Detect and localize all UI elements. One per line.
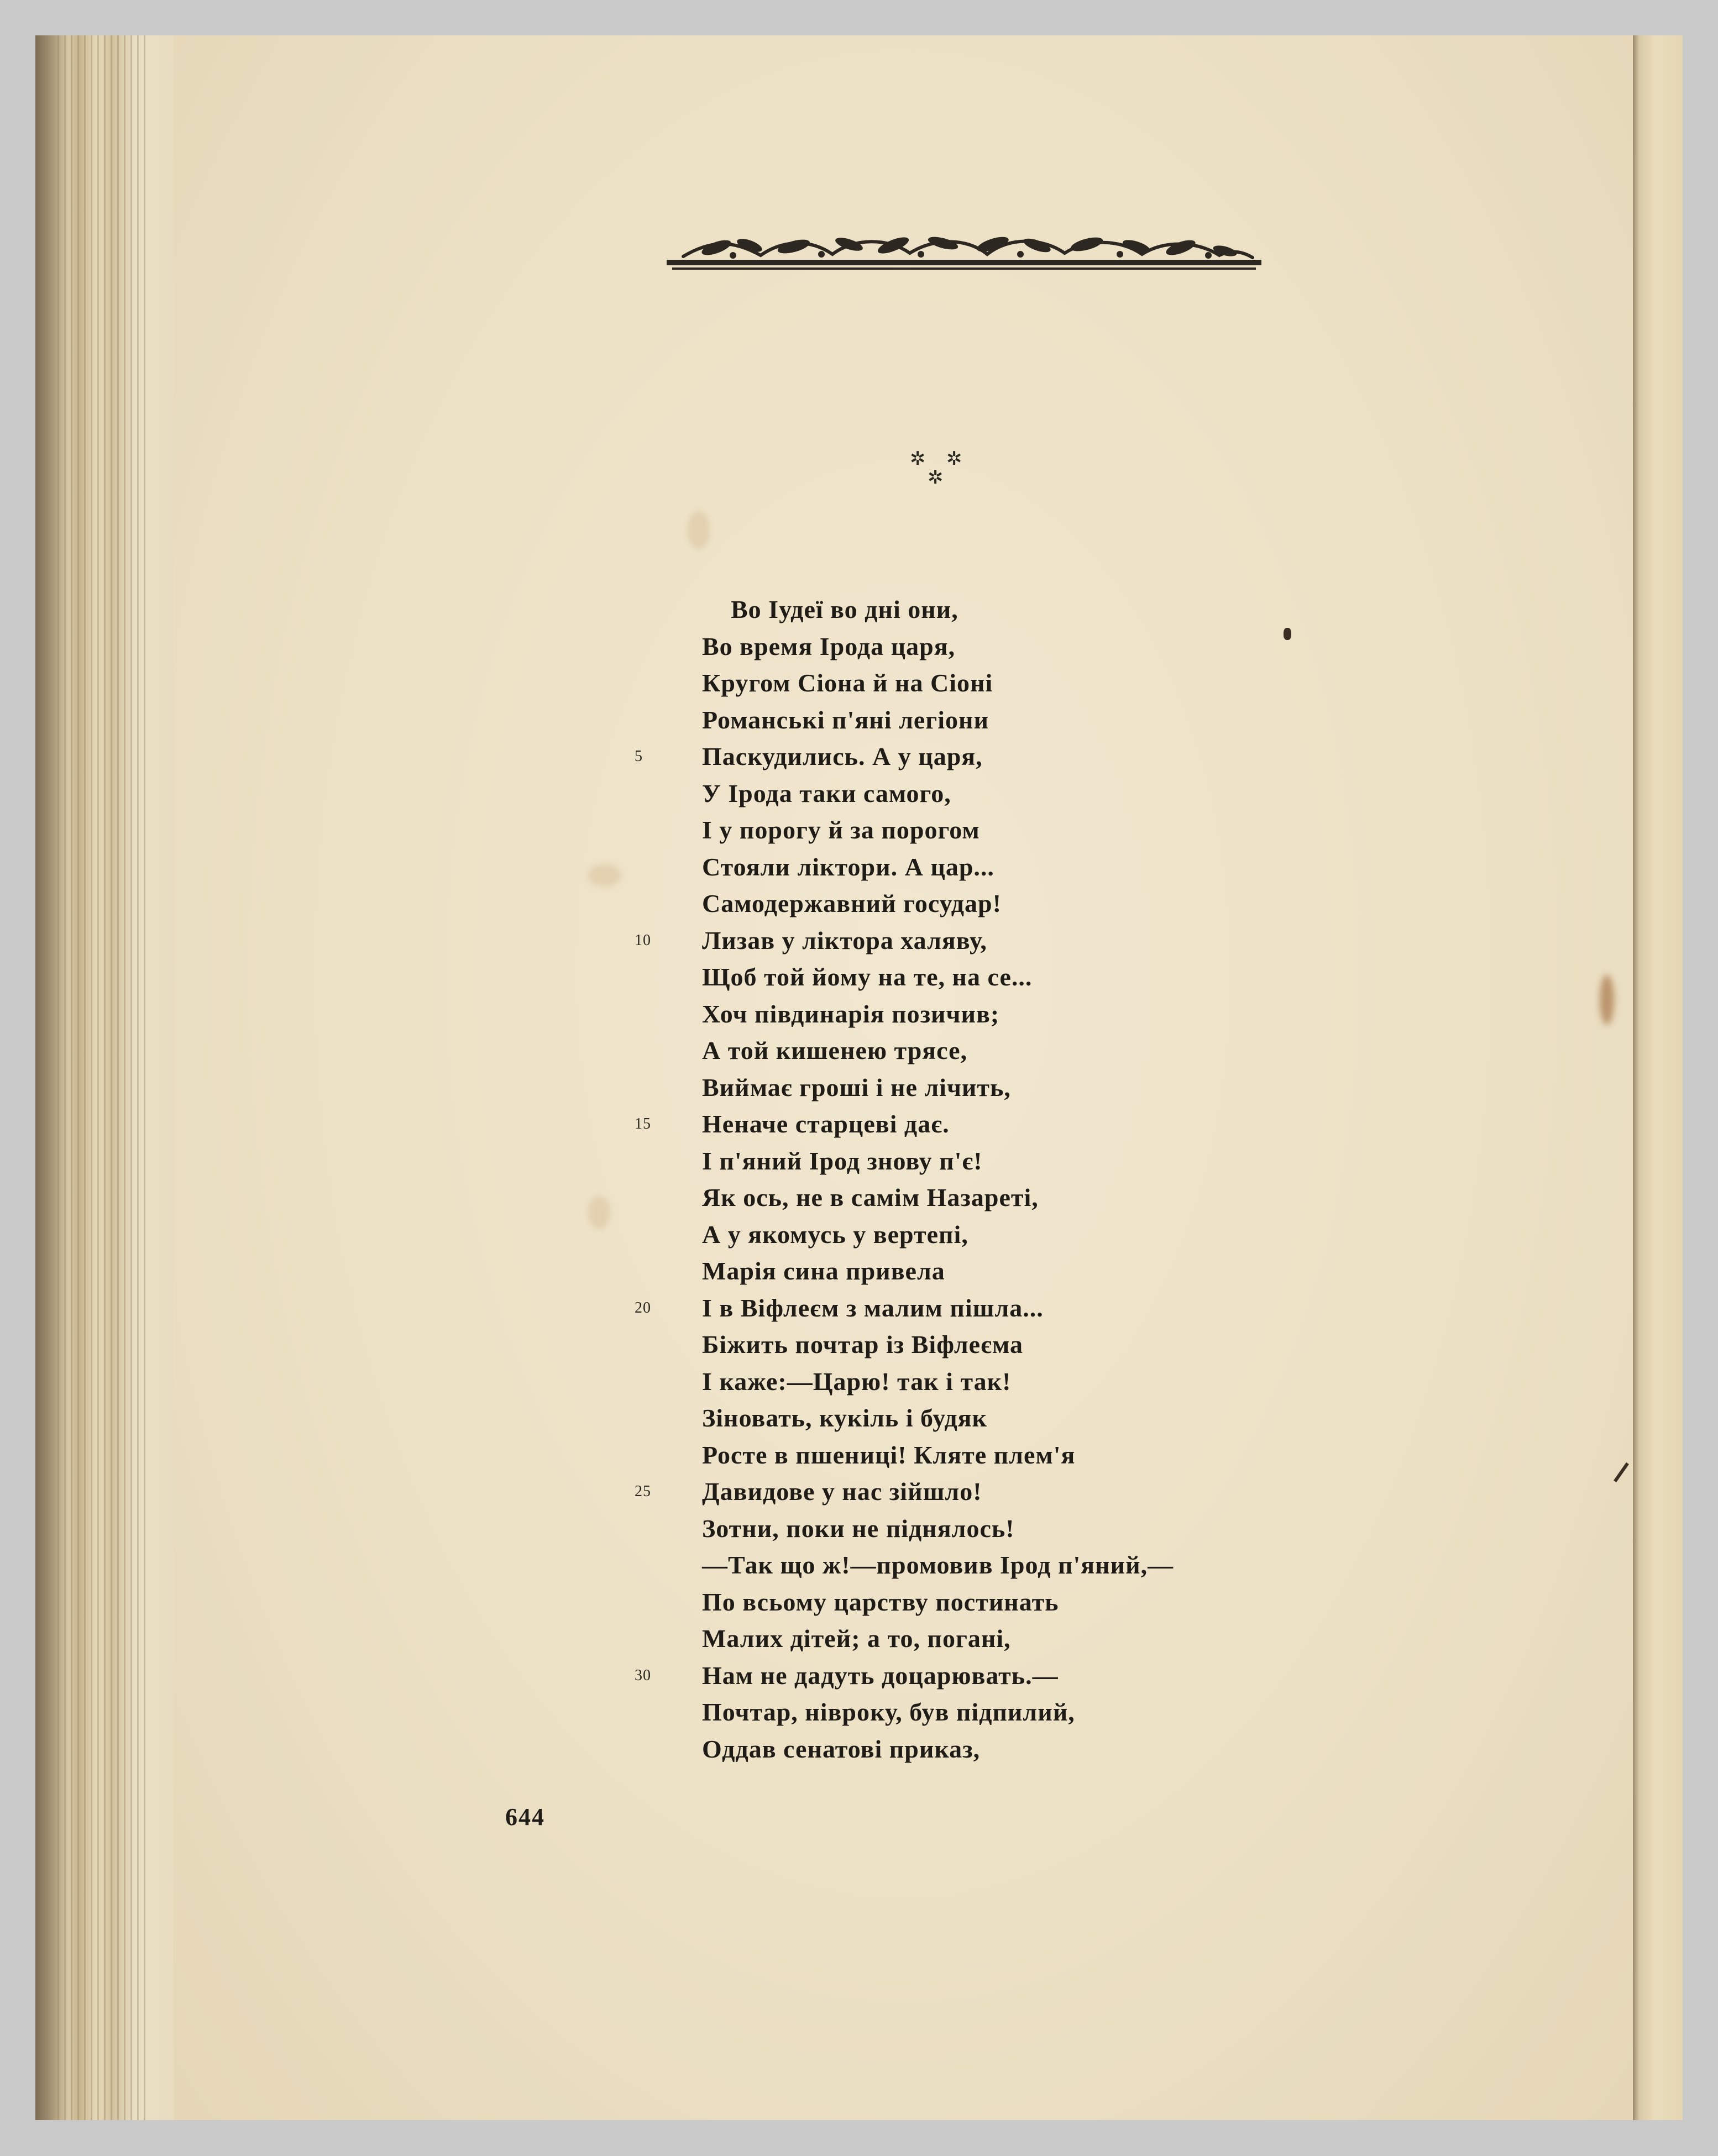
poem-line bbox=[702, 1143, 1365, 1180]
poem-line-text: І в Віфлеєм з малим пішла... bbox=[702, 1293, 1044, 1322]
poem-line-text: Малих дітей; а то, погані, bbox=[702, 1624, 1011, 1653]
poem-line-text: Зотни, поки не піднялось! bbox=[702, 1514, 1015, 1543]
poem-line-text: І п'яний Ірод знову п'є! bbox=[702, 1146, 983, 1175]
line-number: 5 bbox=[635, 748, 643, 765]
poem-line-text: Паскудились. А у царя, bbox=[702, 742, 983, 770]
line-number: 15 bbox=[635, 1115, 651, 1132]
poem-line-text: А той кишенею трясе, bbox=[702, 1036, 968, 1064]
poem-line-text: Зіновать, кукіль і будяк bbox=[702, 1404, 988, 1432]
poem-line-text: Марія сина привела bbox=[702, 1257, 945, 1285]
line-number: 25 bbox=[635, 1483, 651, 1500]
poem-line-text: Як ось, не в самім Назареті, bbox=[702, 1183, 1039, 1211]
poem-line-text: —Так що ж!—промовив Ірод п'яний,— bbox=[702, 1551, 1174, 1579]
poem-line bbox=[702, 1326, 1365, 1363]
poem-line-text: Біжить почтар із Віфлеєма bbox=[702, 1330, 1023, 1358]
poem-line bbox=[702, 1510, 1365, 1548]
poem-line bbox=[702, 628, 1365, 665]
poem-line bbox=[702, 1731, 1365, 1768]
poem-line bbox=[702, 1253, 1365, 1290]
poem-line-text: Во время Ірода царя, bbox=[702, 632, 956, 660]
poem-line bbox=[702, 1400, 1365, 1437]
poem-line-text: Кругом Сіона й на Сіоні bbox=[702, 669, 993, 697]
poem-line bbox=[702, 1032, 1365, 1069]
poem-line bbox=[635, 1473, 1365, 1510]
poem-line bbox=[635, 1657, 1365, 1695]
poem-line-text: Росте в пшениці! Кляте плем'я bbox=[702, 1440, 1076, 1469]
poem-line bbox=[702, 665, 1365, 702]
poem-line-text: Давидове у нас зійшло! bbox=[702, 1477, 982, 1505]
line-number: 10 bbox=[635, 931, 651, 949]
paper-stain bbox=[1600, 975, 1614, 1025]
poem-line bbox=[702, 702, 1365, 739]
poem-line bbox=[635, 1106, 1365, 1143]
paper-stain bbox=[688, 511, 710, 549]
poem-line-text: Щоб той йому на те, на се... bbox=[702, 963, 1033, 991]
poem-line-text: По всьому царству постинать bbox=[702, 1587, 1059, 1616]
poem-line-text: Во Іудеї во дні они, bbox=[731, 595, 958, 623]
poem-line bbox=[702, 849, 1365, 886]
poem-line bbox=[702, 1547, 1365, 1584]
poem-line bbox=[702, 1620, 1365, 1657]
poem-line bbox=[702, 775, 1365, 812]
poem-line-text: Хоч півдинарія позичив; bbox=[702, 999, 1000, 1028]
poem-line bbox=[702, 1584, 1365, 1621]
paper-stain bbox=[588, 864, 621, 886]
asterisk-icon: ✲ bbox=[910, 448, 926, 470]
asterisk-icon: ✲ bbox=[928, 466, 944, 489]
poem-line bbox=[702, 959, 1365, 996]
poem-line-text: Лизав у ліктора халяву, bbox=[702, 926, 987, 954]
poem-line-text: Оддав сенатові приказ, bbox=[702, 1734, 981, 1763]
poem-line bbox=[702, 1437, 1365, 1474]
poem-line-text: Почтар, нівроку, був підпилий, bbox=[702, 1698, 1075, 1726]
poem-line-text: Неначе старцеві дає. bbox=[702, 1110, 950, 1138]
poem-line bbox=[702, 885, 1365, 922]
poem-line-text: Стояли ліктори. А цар... bbox=[702, 852, 994, 881]
poem-text bbox=[635, 591, 1365, 1767]
poem-line-text: Нам не дадуть доцарювать.— bbox=[702, 1661, 1059, 1690]
poem-line bbox=[635, 922, 1365, 959]
poem-line bbox=[702, 591, 1365, 628]
poem-line-text: Виймає гроші і не лічить, bbox=[702, 1073, 1011, 1101]
poem-line-text: Самодержавний государ! bbox=[702, 889, 1002, 917]
paper-stain bbox=[588, 1196, 610, 1229]
poem-line bbox=[635, 1290, 1365, 1327]
poem-line bbox=[702, 1363, 1365, 1400]
poem-line bbox=[635, 738, 1365, 775]
book-page-edges-left bbox=[35, 35, 179, 2120]
poem-line bbox=[702, 996, 1365, 1033]
poem-line-text: І у порогу й за порогом bbox=[702, 816, 980, 844]
poem-line-text: А у якомусь у вертепі, bbox=[702, 1220, 968, 1249]
asterism-divider bbox=[910, 448, 971, 497]
asterisk-icon: ✲ bbox=[946, 448, 962, 470]
page-number: 644 bbox=[505, 1803, 545, 1830]
headpiece-ornament bbox=[667, 229, 1261, 280]
poem-line-text: І каже:—Царю! так і так! bbox=[702, 1367, 1012, 1396]
poem-line bbox=[702, 1216, 1365, 1253]
poem-line-text: Романські п'яні легіони bbox=[702, 705, 989, 734]
poem-line-text: У Ірода таки самого, bbox=[702, 779, 951, 807]
poem-line bbox=[702, 812, 1365, 849]
book-page-edge-right bbox=[1633, 35, 1683, 2120]
poem-line bbox=[702, 1694, 1365, 1731]
line-number: 20 bbox=[635, 1299, 651, 1316]
line-number: 30 bbox=[635, 1666, 651, 1684]
poem-line bbox=[702, 1179, 1365, 1216]
poem-line bbox=[702, 1069, 1365, 1106]
